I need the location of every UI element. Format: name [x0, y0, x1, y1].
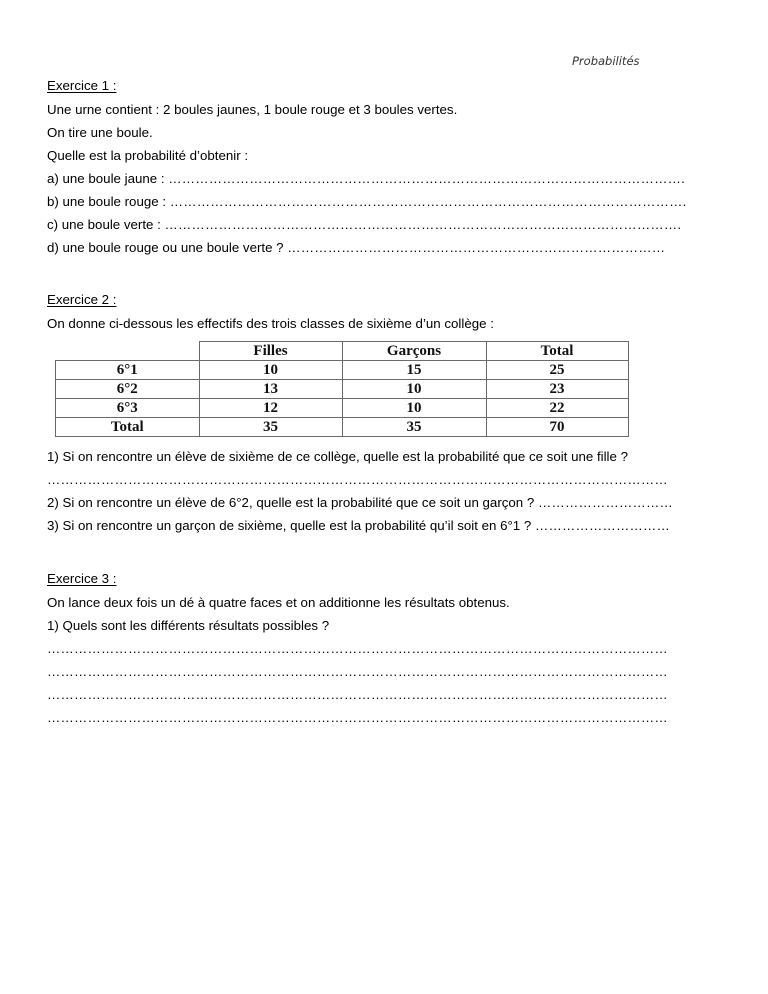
answer-item-label: b) une boule rouge : [47, 194, 170, 209]
table-header-cell: Filles [199, 342, 342, 361]
table-header-cell: Total [486, 342, 628, 361]
answer-blank[interactable]: ………………………………………………………………………………………………………………………… [47, 710, 668, 725]
exercise-1-statement: Une urne contient : 2 boules jaunes, 1 boule rouge et 3 boules vertes. [47, 102, 458, 117]
exercise-1-heading: Exercice 1 : [47, 78, 117, 93]
exercise-2-statement: On donne ci-dessous les effectifs des trois classes de sixième d’un collège : [47, 316, 494, 331]
answer-blank[interactable]: ………………………………………………………………………………………………………………………… [47, 641, 668, 656]
table-cell: 23 [486, 380, 628, 399]
table-row [56, 361, 629, 380]
table-header-row [56, 342, 629, 361]
exercise-1-draw: On tire une boule. [47, 125, 153, 140]
table-cell: 15 [342, 361, 486, 380]
page-header-title: Probabilités [572, 54, 640, 68]
answer-blank[interactable]: ……………………………………………………………………………………………………. [168, 171, 686, 186]
exercise-1-question: Quelle est la probabilité d’obtenir : [47, 148, 249, 163]
answer-blank[interactable]: ………………………… [537, 495, 673, 510]
answer-blank[interactable]: ………………………………………………………………………………………………………………………… [47, 472, 668, 487]
table-cell: 12 [199, 399, 342, 418]
table-row-label: 6°2 [56, 380, 200, 399]
answer-blank[interactable]: ………………………………………………………………………………………………………………………… [47, 687, 668, 702]
answer-item-d [47, 240, 665, 256]
table-cell: 10 [342, 399, 486, 418]
answer-blank[interactable]: ……………………………………………………………………………………………………. [169, 194, 687, 209]
answer-item-a [47, 171, 685, 187]
table-cell: 13 [199, 380, 342, 399]
table-corner-cell [56, 342, 200, 361]
table-total-row [56, 418, 629, 437]
table-cell: 22 [486, 399, 628, 418]
table-cell: 70 [486, 418, 628, 437]
answer-blank[interactable]: ………………………… [535, 518, 670, 533]
table-cell: 10 [199, 361, 342, 380]
table-row-label: 6°3 [56, 399, 200, 418]
answer-blank[interactable]: ………………………………………………………………………………………………………………………… [47, 664, 668, 679]
exercise-2-question-3-line [47, 518, 670, 534]
table-header-cell: Garçons [342, 342, 486, 361]
table-row [56, 399, 629, 418]
table-row-label: 6°1 [56, 361, 200, 380]
class-effectifs-table [55, 341, 629, 437]
exercise-2-heading: Exercice 2 : [47, 292, 117, 307]
answer-blank[interactable]: ………………………………………………………………………… [287, 240, 666, 255]
exercise-2-question-2-line [47, 495, 673, 511]
exercise-2-question-3: 3) Si on rencontre un garçon de sixième, quelle est la probabilité qu’il soit en 6°1 ? [47, 518, 535, 533]
exercise-2-question-2: 2) Si on rencontre un élève de 6°2, quelle est la probabilité que ce soit un garçon ? [47, 495, 538, 510]
answer-item-label: c) une boule verte : [47, 217, 165, 232]
table-row-label: Total [56, 418, 200, 437]
table-cell: 25 [486, 361, 628, 380]
table-cell: 35 [342, 418, 486, 437]
table-cell: 35 [199, 418, 342, 437]
answer-item-label: d) une boule rouge ou une boule verte ? [47, 240, 288, 255]
exercise-3-heading: Exercice 3 : [47, 571, 117, 586]
exercise-3-question-1: 1) Quels sont les différents résultats possibles ? [47, 618, 330, 633]
answer-item-c [47, 217, 681, 233]
exercise-2-question-1: 1) Si on rencontre un élève de sixième de ce collège, quelle est la probabilité que ce soit une fille ? [47, 449, 628, 464]
table-row [56, 380, 629, 399]
answer-item-b [47, 194, 687, 210]
exercise-3-statement: On lance deux fois un dé à quatre faces et on additionne les résultats obtenus. [47, 595, 510, 610]
answer-item-label: a) une boule jaune : [47, 171, 169, 186]
answer-blank[interactable]: ……………………………………………………………………………………………………. [164, 217, 682, 232]
table-cell: 10 [342, 380, 486, 399]
